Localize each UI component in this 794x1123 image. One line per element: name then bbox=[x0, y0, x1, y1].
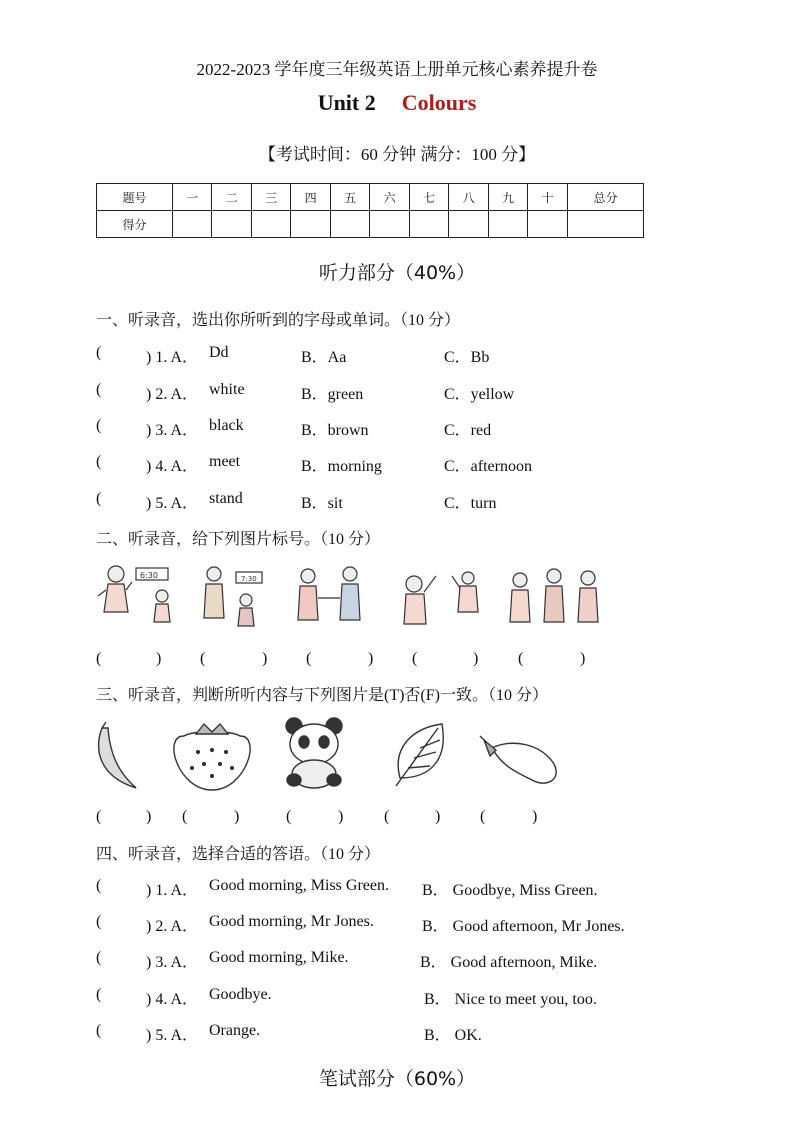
panda-icon bbox=[286, 718, 342, 788]
blank-open[interactable]: ( bbox=[96, 650, 102, 667]
exam-title: 2022-2023 学年度三年级英语上册单元核心素养提升卷 bbox=[196, 60, 598, 79]
option-a[interactable]: Good morning, Mike. bbox=[209, 949, 349, 966]
option-a[interactable]: Dd bbox=[209, 344, 229, 361]
score-input-cell[interactable] bbox=[449, 211, 489, 238]
option-b[interactable]: B． Good afternoon, Mr Jones. bbox=[422, 918, 625, 935]
blank-close: ) bbox=[435, 808, 441, 825]
blank-open[interactable]: ( bbox=[200, 650, 206, 667]
paren-open: ( bbox=[96, 913, 102, 930]
option-a[interactable]: Good morning, Mr Jones. bbox=[209, 913, 374, 930]
clock-label-2: 7:30 bbox=[241, 575, 257, 583]
blank-open[interactable]: ( bbox=[384, 808, 390, 825]
woman-girl-picture bbox=[98, 566, 170, 622]
score-cell: 八 bbox=[449, 184, 489, 211]
section1-heading: 一、听录音，选出你所听到的字母或单词。（10 分） bbox=[96, 312, 461, 329]
score-input-cell[interactable] bbox=[291, 211, 331, 238]
paren-open: ( bbox=[96, 1022, 102, 1039]
paren-open: ( bbox=[96, 986, 102, 1003]
score-cell: 九 bbox=[488, 184, 528, 211]
blank-close: ) bbox=[580, 650, 586, 667]
section3-answer-blanks bbox=[96, 808, 556, 830]
option-c[interactable]: C．yellow bbox=[444, 386, 515, 403]
two-boys-picture bbox=[298, 567, 360, 620]
blank-open[interactable]: ( bbox=[480, 808, 486, 825]
greeting-pictures-svg bbox=[96, 562, 616, 634]
option-a[interactable]: white bbox=[209, 381, 245, 398]
blank-close: ) bbox=[234, 808, 240, 825]
blank-open[interactable]: ( bbox=[306, 650, 312, 667]
blank-close: ) bbox=[156, 650, 162, 667]
score-cell: 四 bbox=[291, 184, 331, 211]
paren-open: ( bbox=[96, 877, 102, 894]
score-cell: 总分 bbox=[567, 184, 643, 211]
blank-open[interactable]: ( bbox=[182, 808, 188, 825]
leaf-icon bbox=[396, 724, 443, 786]
question-number: ) 2. A． bbox=[146, 918, 199, 935]
option-b[interactable]: B． Goodbye, Miss Green. bbox=[422, 882, 598, 899]
score-input-cell[interactable] bbox=[488, 211, 528, 238]
option-b[interactable]: B． Nice to meet you, too. bbox=[424, 991, 597, 1008]
question-number: ) 4. A． bbox=[146, 991, 199, 1008]
section2-heading: 二、听录音，给下列图片标号。（10 分） bbox=[96, 531, 381, 548]
option-b[interactable]: B． OK. bbox=[424, 1027, 482, 1044]
section2-answer-blanks bbox=[96, 650, 616, 672]
section3-heading: 三、听录音，判断所听内容与下列图片是(T)否(F)一致。（10 分） bbox=[96, 687, 548, 704]
score-cell: 六 bbox=[370, 184, 410, 211]
question-number: ) 2. A． bbox=[146, 386, 199, 403]
paren-open: ( bbox=[96, 453, 102, 470]
option-c[interactable]: C．afternoon bbox=[444, 458, 532, 475]
paren-open: ( bbox=[96, 949, 102, 966]
option-a[interactable]: Good morning, Miss Green. bbox=[209, 877, 389, 894]
score-cell: 七 bbox=[409, 184, 449, 211]
blank-close: ) bbox=[338, 808, 344, 825]
blank-open[interactable]: ( bbox=[96, 808, 102, 825]
paren-open: ( bbox=[96, 417, 102, 434]
paren-open: ( bbox=[96, 344, 102, 361]
option-b[interactable]: B．morning bbox=[301, 458, 382, 475]
question-number: ) 4. A． bbox=[146, 458, 199, 475]
strawberry-icon bbox=[174, 724, 250, 790]
score-table bbox=[96, 183, 644, 238]
score-cell: 题号 bbox=[97, 184, 173, 211]
option-a[interactable]: meet bbox=[209, 453, 241, 470]
question-number: ) 1. A． bbox=[146, 349, 199, 366]
option-a[interactable]: Orange. bbox=[209, 1022, 261, 1039]
option-c[interactable]: C．turn bbox=[444, 495, 497, 512]
writing-title: 笔试部分（60%） bbox=[318, 1068, 476, 1090]
score-input-cell[interactable] bbox=[251, 211, 291, 238]
clock-label-1: 6:30 bbox=[140, 571, 158, 580]
eggplant-icon bbox=[480, 736, 556, 783]
blank-close: ) bbox=[146, 808, 152, 825]
score-cell: 得分 bbox=[97, 211, 173, 238]
greeting-pictures bbox=[96, 562, 616, 634]
option-a[interactable]: black bbox=[209, 417, 244, 434]
blank-close: ) bbox=[473, 650, 479, 667]
option-b[interactable]: B． Good afternoon, Mike. bbox=[420, 954, 598, 971]
question-number: ) 5. A． bbox=[146, 1027, 199, 1044]
option-b[interactable]: B．sit bbox=[301, 495, 343, 512]
score-cell: 一 bbox=[172, 184, 212, 211]
score-input-cell[interactable] bbox=[567, 211, 643, 238]
score-table-score-row bbox=[97, 211, 644, 238]
exam-info: 【考试时间：60 分钟 满分：100 分】 bbox=[258, 145, 536, 164]
score-cell: 三 bbox=[251, 184, 291, 211]
boy-girl-waving-picture bbox=[404, 572, 478, 624]
unit-name: Colours bbox=[401, 90, 477, 115]
item-pictures-svg bbox=[92, 718, 562, 790]
listening-title: 听力部分（40%） bbox=[318, 262, 476, 284]
blank-open[interactable]: ( bbox=[286, 808, 292, 825]
option-b[interactable]: B．Aa bbox=[301, 349, 347, 366]
score-input-cell[interactable] bbox=[528, 211, 568, 238]
blank-close: ) bbox=[532, 808, 538, 825]
unit-label: Unit 2 bbox=[317, 90, 376, 115]
score-input-cell[interactable] bbox=[212, 211, 252, 238]
score-cell: 二 bbox=[212, 184, 252, 211]
unit-heading bbox=[0, 90, 794, 116]
section4-heading: 四、听录音，选择合适的答语。（10 分） bbox=[96, 846, 381, 863]
blank-open[interactable]: ( bbox=[412, 650, 418, 667]
score-cell: 十 bbox=[528, 184, 568, 211]
blank-close: ) bbox=[368, 650, 374, 667]
option-a[interactable]: stand bbox=[209, 490, 243, 507]
three-children-picture bbox=[510, 569, 598, 622]
paren-open: ( bbox=[96, 490, 102, 507]
score-input-cell[interactable] bbox=[172, 211, 212, 238]
question-number: ) 3. A． bbox=[146, 954, 199, 971]
blank-close: ) bbox=[262, 650, 268, 667]
score-input-cell[interactable] bbox=[330, 211, 370, 238]
option-c[interactable]: C．red bbox=[444, 422, 492, 439]
score-cell: 五 bbox=[330, 184, 370, 211]
paren-open: ( bbox=[96, 381, 102, 398]
option-c[interactable]: C．Bb bbox=[444, 349, 490, 366]
score-table-header-row bbox=[97, 184, 644, 211]
score-input-cell[interactable] bbox=[370, 211, 410, 238]
option-b[interactable]: B．green bbox=[301, 386, 364, 403]
banana-icon bbox=[99, 722, 136, 788]
blank-open[interactable]: ( bbox=[518, 650, 524, 667]
question-number: ) 1. A． bbox=[146, 882, 199, 899]
question-number: ) 3. A． bbox=[146, 422, 199, 439]
option-a[interactable]: Goodbye. bbox=[209, 986, 272, 1003]
score-input-cell[interactable] bbox=[409, 211, 449, 238]
question-number: ) 5. A． bbox=[146, 495, 199, 512]
option-b[interactable]: B．brown bbox=[301, 422, 369, 439]
item-pictures bbox=[92, 718, 562, 790]
